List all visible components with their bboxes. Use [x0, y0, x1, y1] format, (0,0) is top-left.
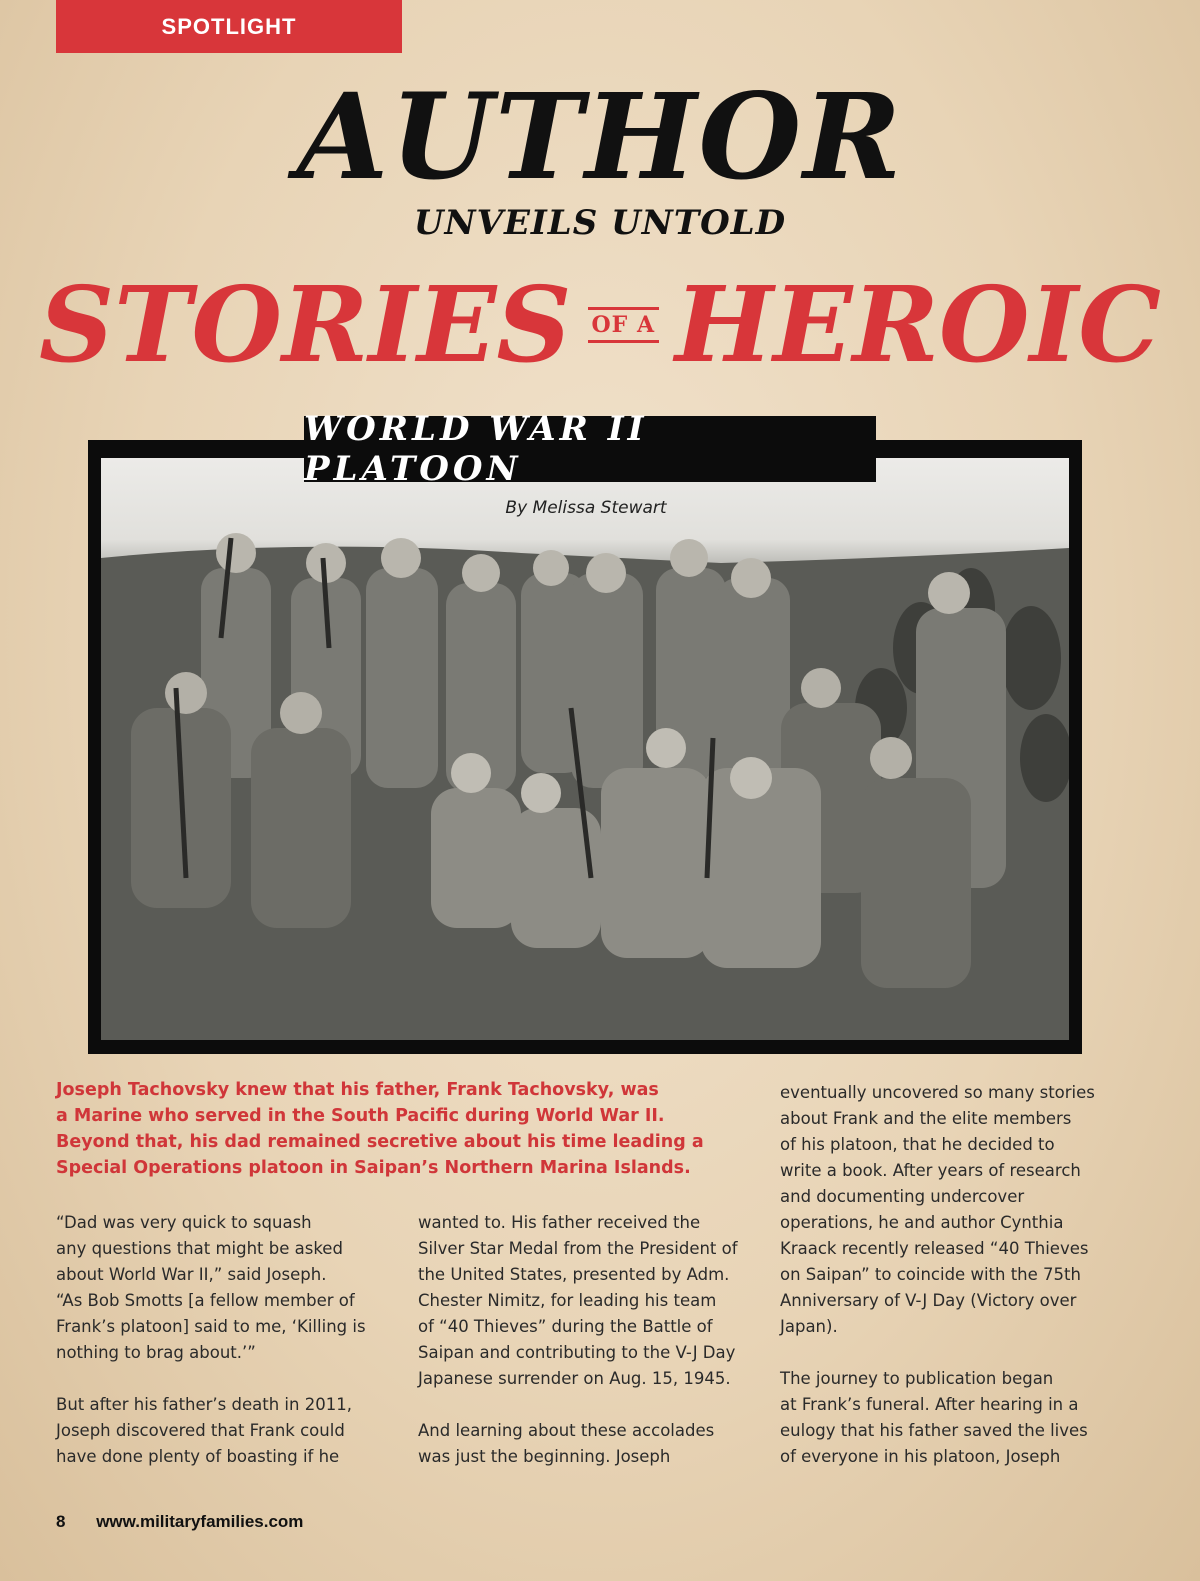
body-line: Anniversary of V-J Day (Victory over — [780, 1291, 1077, 1310]
paragraph-gap — [56, 1366, 401, 1392]
body-line: about World War II,” said Joseph. — [56, 1265, 327, 1284]
paragraph-gap — [780, 1340, 1125, 1366]
headline-heroic: HEROIC — [675, 263, 1162, 386]
body-line: Frank’s platoon] said to me, ‘Killing is — [56, 1317, 366, 1336]
lede-line: a Marine who served in the South Pacific during World War II. — [56, 1106, 665, 1126]
body-line: and documenting undercover — [780, 1187, 1025, 1206]
headline-author: AUTHOR — [296, 67, 904, 206]
body-line: operations, he and author Cynthia — [780, 1213, 1064, 1232]
body-line: eventually uncovered so many stories — [780, 1083, 1095, 1102]
article-column-1 — [56, 1210, 401, 1470]
body-line: of “40 Thieves” during the Battle of — [418, 1317, 713, 1336]
article-column-2 — [418, 1210, 763, 1470]
body-line: was just the beginning. Joseph — [418, 1447, 671, 1466]
page-number: 8 — [56, 1512, 66, 1531]
headline-stories: STORIES — [38, 263, 572, 386]
platoon-photo — [101, 458, 1069, 1040]
body-line: write a book. After years of research — [780, 1161, 1081, 1180]
body-line: at Frank’s funeral. After hearing in a — [780, 1395, 1079, 1414]
headline-platoon-box — [304, 409, 876, 489]
body-line: nothing to brag about.’” — [56, 1343, 256, 1362]
body-line: eulogy that his father saved the lives — [780, 1421, 1088, 1440]
body-line: about Frank and the elite members — [780, 1109, 1072, 1128]
headline-unveils: UNVEILS UNTOLD — [413, 203, 787, 243]
body-line: wanted to. His father received the — [418, 1213, 701, 1232]
body-line: “As Bob Smotts [a fellow member of — [56, 1291, 355, 1310]
body-line: Silver Star Medal from the President of — [418, 1239, 738, 1258]
lede-line: Beyond that, his dad remained secretive about his time leading a — [56, 1132, 704, 1152]
lede-line: Special Operations platoon in Saipan’s Northern Marina Islands. — [56, 1158, 691, 1178]
body-line: Japanese surrender on Aug. 15, 1945. — [418, 1369, 731, 1388]
body-line: And learning about these accolades — [418, 1421, 715, 1440]
body-line: any questions that might be asked — [56, 1239, 343, 1258]
article-column-3 — [780, 1080, 1125, 1470]
lede-line: Joseph Tachovsky knew that his father, Frank Tachovsky, was — [56, 1080, 659, 1100]
body-line: have done plenty of boasting if he — [56, 1447, 340, 1466]
body-line: Japan). — [780, 1317, 838, 1336]
section-tag: SPOTLIGHT — [56, 0, 402, 53]
body-line: But after his father’s death in 2011, — [56, 1395, 352, 1414]
body-line: Saipan and contributing to the V-J Day — [418, 1343, 736, 1362]
page-footer — [56, 1512, 329, 1532]
lede-paragraph — [56, 1077, 756, 1181]
byline: By Melissa Stewart — [505, 498, 667, 518]
body-line: Chester Nimitz, for leading his team — [418, 1291, 717, 1310]
body-line: on Saipan” to coincide with the 75th — [780, 1265, 1081, 1284]
body-line: of his platoon, that he decided to — [780, 1135, 1055, 1154]
headline-of-a: OF A — [588, 307, 660, 343]
body-line: of everyone in his platoon, Joseph — [780, 1447, 1061, 1466]
body-line: “Dad was very quick to squash — [56, 1213, 312, 1232]
body-line: The journey to publication began — [780, 1369, 1054, 1388]
headline-platoon: WORLD WAR II PLATOON — [304, 409, 648, 489]
headline-stories-row — [0, 250, 1200, 400]
body-line: Kraack recently released “40 Thieves — [780, 1239, 1089, 1258]
body-line: Joseph discovered that Frank could — [56, 1421, 345, 1440]
body-line: the United States, presented by Adm. — [418, 1265, 730, 1284]
footer-website-link[interactable]: www.militaryfamilies.com — [96, 1512, 304, 1531]
paragraph-gap — [418, 1392, 763, 1418]
